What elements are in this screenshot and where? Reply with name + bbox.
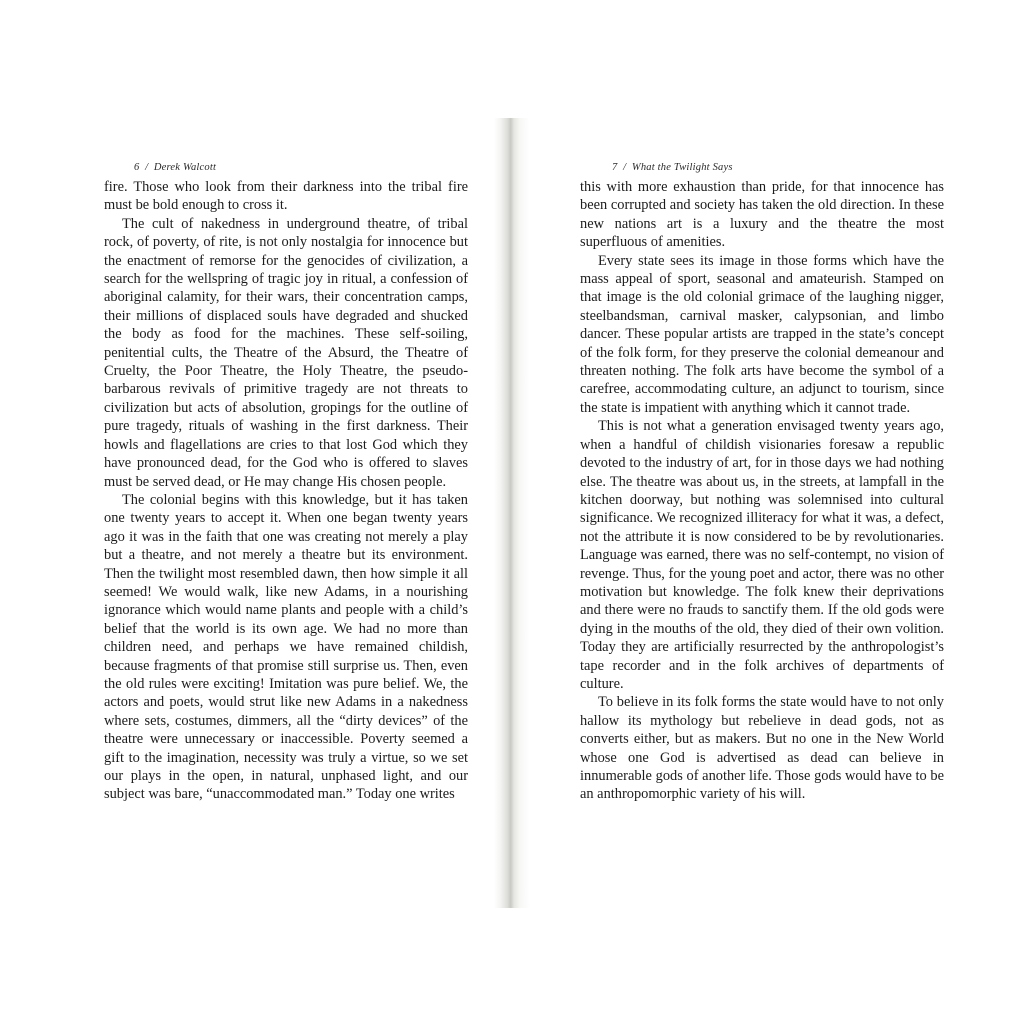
left-paragraph-1: fire. Those who look from their darkness into the tribal fire must be bold enough to cross it. [104,179,468,214]
left-page [104,158,468,804]
right-paragraph-2: Every state sees its image in those forms which have the mass appeal of sport, seasonal and amateurish. Stamped on that image is the old colonial grimace of the laughing nigger, steelbandsman, carnival masker, calypsonian, and limbo dancer. These popular artists are trapped in the state’s concept of the folk form, for they preserve the colonial demeanour and threaten nothing. The folk arts have become the symbol of a carefree, accommodating culture, an adjunct to tourism, since the state is impatient with anything which it cannot trade. [580,252,944,416]
left-paragraph-3: The colonial begins with this knowledge, but it has taken one twenty years to accept it. When one began twenty years ago it was in the faith that one was creating not merely a play but a theatre, and not merely a theatre but its environment. Then the twilight most resembled dawn, then how simple it all seemed! We would walk, like new Adams, in a nourishing ignorance which would name plants and people with a child’s belief that the world is its own age. We had no more than children need, and perhaps we have remained childish, because fragments of that promise still surprise us. Then, even the old rules were exciting! Imitation was pure belief. We, the actors and poets, would strut like new Adams in a nakedness where sets, costumes, dimmers, all the “dirty devices” of the theatre were unnecessary or inaccessible. Poverty seemed a gift to the imagination, necessity was truly a virtue, so we set our plays in the open, in natural, unphased light, and our subject was bare, “unaccommodated man.” Today one writes [104,491,468,803]
left-running-head [104,158,468,178]
right-paragraph-4: To believe in its folk forms the state would have to not only hallow its mythology but rebelieve in dead gods, not as converts either, but as makers. But no one in the New World whose one God is advertised as dead can believe in innumerable gods of another life. Those gods would have to be an anthropomorphic variety of his will. [580,694,944,803]
right-paragraph-1: this with more exhaustion than pride, for that innocence has been corrupted and society has taken the old direction. In these new nations art is a luxury and the theatre the most superfluous of amenities. [580,179,944,251]
right-head-separator: / [623,162,627,173]
right-paragraph-3: This is not what a generation envisaged twenty years ago, when a handful of childish visionaries foresaw a republic devoted to the industry of art, for in those days we had nothing else. The theatre was about us, in the streets, at lampfall in the kitchen doorway, but nothing was solemnised into cultural significance. We recognized illiteracy for what it was, a defect, not the attribute it is now considered to be by revolutionaries. Language was earned, there was no self-contempt, no vision of revenge. Thus, for the young poet and actor, there was no other motivation but knowledge. The folk knew their deprivations and there were no frauds to sanctify them. If the old gods were dying in the mouths of the old, they died of their own volition. Today they are artificially resurrected by the anthropologist’s tape recorder and in the folk archives of departments of culture. [580,418,944,692]
left-paragraph-2: The cult of nakedness in underground theatre, of tribal rock, of poverty, of rite, is not only nostalgia for innocence but the enactment of remorse for the genocides of civilization, a search for the wellspring of tragic joy in ritual, a confession of aboriginal calamity, for their wars, their concentration camps, their millions of displaced souls have degraded and shucked the body as food for the machines. These self-soiling, penitential cults, the Theatre of the Absurd, the Theatre of Cruelty, the Poor Theatre, the Holy Theatre, the pseudo-barbarous revivals of primitive tragedy are not threats to civilization but acts of absolution, gropings for the outline of pure tragedy, rituals of washing in the first darkness. Their howls and flagellations are cries to that lost God which they have pronounced dead, for the God who is offered to slaves must be served dead, or He may change His chosen people. [104,215,468,490]
left-page-number: 6 [134,162,140,173]
left-head-title: Derek Walcott [153,162,217,173]
right-running-head [580,158,944,178]
left-head-separator: / [145,162,149,173]
book-gutter [494,118,530,908]
right-page-text [580,178,944,804]
right-page-number: 7 [612,162,618,173]
left-page-text [104,178,468,804]
right-page [580,158,944,804]
right-head-title: What the Twilight Says [631,162,733,173]
